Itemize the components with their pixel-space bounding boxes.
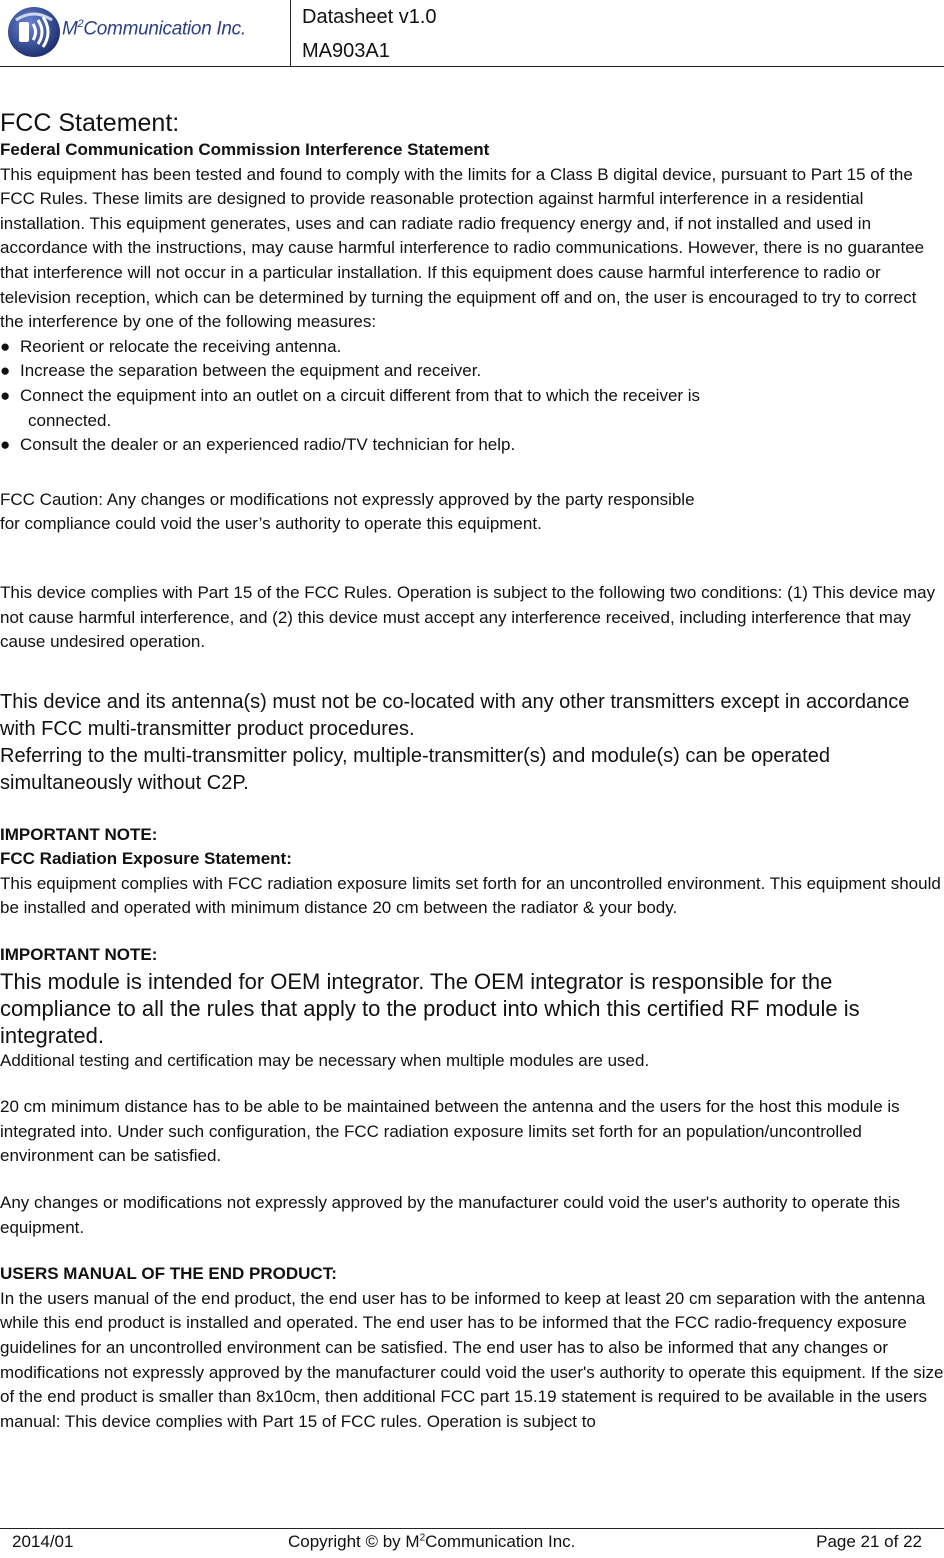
additional-testing-paragraph: Additional testing and certification may be necessary when multiple modules are used. [0, 1050, 650, 1070]
important-note-heading-1: IMPORTANT NOTE: [0, 824, 158, 844]
filled-circle-bullet-icon: ● [0, 361, 11, 381]
filled-circle-bullet-icon: ● [0, 435, 11, 455]
filled-circle-bullet-icon: ● [0, 336, 11, 356]
doc-version: Datasheet v1.0 [302, 6, 437, 28]
list-item: ● Increase the separation between the equipment and receiver. [0, 359, 944, 384]
part15-compliance-paragraph: This device complies with Part 15 of the FCC Rules. Operation is subject to the following two conditions: (1) This device may not cause harmful interference, and (2) this device must accept any interference received, including interference that may cause undesired operation. [0, 582, 936, 652]
distance-requirement-paragraph: 20 cm minimum distance has to be able to be maintained between the antenna and the users for the host this module is integrated into. Under such configuration, the FCC radiation exposure limits set forth for an population/uncontrolled environment can be satisfied. [0, 1097, 900, 1166]
oem-statement-paragraph: This module is intended for OEM integrator. The OEM integrator is responsible for the compliance to all the rules that apply to the product into which this certified RF module is integrated. [0, 968, 860, 1048]
multi-transmitter-paragraph: Referring to the multi-transmitter policy, multiple-transmitter(s) and module(s) can be operated simultaneously without C2P. [0, 744, 830, 794]
important-note-heading-2: IMPORTANT NOTE: [0, 945, 158, 965]
fcc-caution-line-1: FCC Caution: Any changes or modifications not expressly approved by the party responsible [0, 489, 695, 509]
footer-date: 2014/01 [12, 1532, 74, 1551]
footer-copyright: Copyright © by $M^2Communication$ Inc. [288, 1532, 576, 1551]
manufacturer-changes-paragraph: Any changes or modifications not expressly approved by the manufacturer could void the user's authority to operate this equipment. [0, 1193, 901, 1237]
list-item: ● Reorient or relocate the receiving antenna. [0, 335, 944, 360]
list-item-continuation: connected. [28, 410, 112, 430]
footer-divider [0, 1528, 944, 1529]
document-body [0, 108, 944, 1434]
filled-circle-bullet-icon: ● [0, 385, 11, 405]
list-item: ● Consult the dealer or an experienced radio/TV technician for help. [0, 433, 944, 458]
m2-logo-emblem-icon [6, 4, 62, 60]
radiation-exposure-paragraph: This equipment complies with FCC radiation exposure limits set forth for an uncontrolled environment. This equipment should be installed and operated with minimum distance 20 cm between the radiator & your body. [0, 873, 941, 918]
company-logo-text: $M^2Communication$ Inc. [62, 18, 246, 40]
fcc-interference-paragraph: This equipment has been tested and found to comply with the limits for a Class B digital device, pursuant to Part 15 of the FCC Rules. These limits are designed to provide reasonable protection against harmful interference in a residential installation. This equipment generates, uses and can radiate radio frequency energy and, if not installed and used in accordance with the instructions, may cause harmful interference to radio communications. However, there is no guarantee that interference will not occur in a particular installation. If this equipment does cause harmful interference to radio or television reception, which can be determined by turning the equipment off and on, the user is encouraged to try to correct the interference by one of the following measures: [0, 164, 925, 332]
colocation-paragraph: This device and its antenna(s) must not be co-located with any other transmitters except in accordance with FCC multi-transmitter product procedures. [0, 690, 910, 740]
fcc-interference-heading: Federal Communication Commission Interference Statement [0, 140, 490, 159]
footer-page-number: Page 21 of 22 [816, 1532, 922, 1551]
users-manual-paragraph: In the users manual of the end product, the end user has to be informed to keep at least 20 cm separation with the antenna while this end product is installed and operated. The end user has to be informed that the FCC radio-frequency exposure guidelines for an uncontrolled environment can be satisfied. The end user has to also be informed that any changes or modifications not expressly approved by the manufacturer could void the user's authority to operate this equipment. If the size of the end product is smaller than 8x10cm, then additional FCC part 15.19 statement is required to be available in the users manual: This device complies with Part 15 of FCC rules. Operation is subject to [0, 1288, 944, 1431]
page-header [0, 0, 944, 68]
model-number: MA903A1 [302, 40, 390, 62]
logo-cell [0, 0, 291, 66]
header-divider [0, 66, 944, 67]
list-item: ● Connect the equipment into an outlet on a circuit different from that to which the receiver is [0, 384, 944, 409]
page-footer [0, 1532, 944, 1556]
radiation-exposure-heading: FCC Radiation Exposure Statement: [0, 849, 292, 869]
page-title: FCC Statement: [0, 109, 180, 137]
users-manual-heading: USERS MANUAL OF THE END PRODUCT: [0, 1264, 337, 1284]
fcc-caution-line-2: for compliance could void the user’s authority to operate this equipment. [0, 514, 542, 534]
